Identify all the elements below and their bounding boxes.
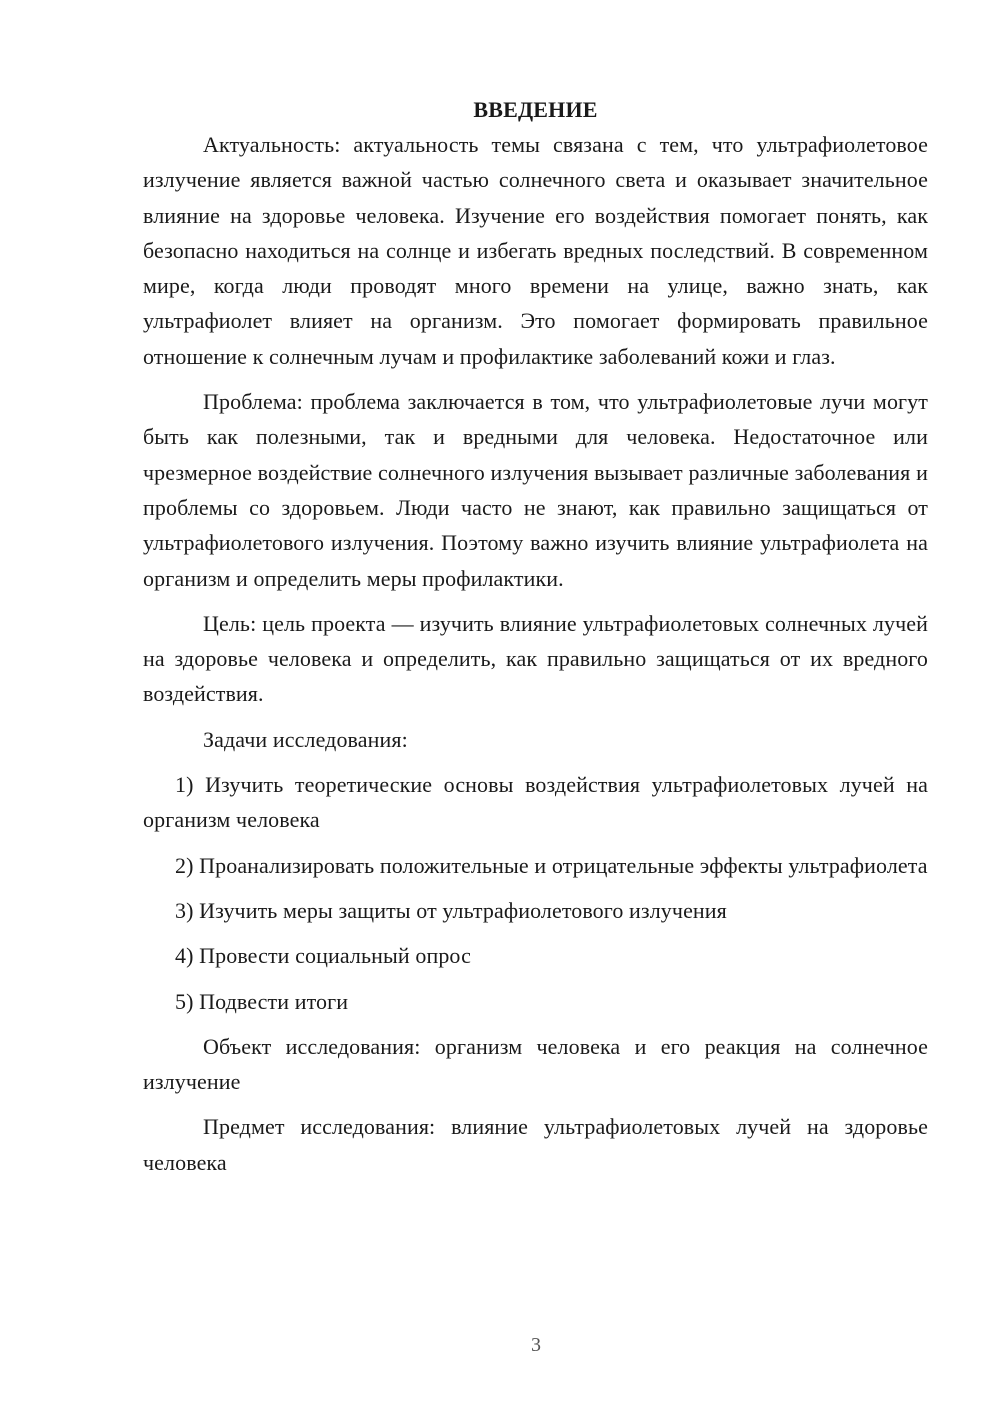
task-item-3: 3) Изучить меры защиты от ультрафиолетового излучения bbox=[175, 897, 727, 923]
document-page bbox=[143, 92, 928, 1180]
task-item-4: 4) Провести социальный опрос bbox=[175, 943, 471, 969]
relevance-paragraph: Актуальность: актуальность темы связана с тем, что ультрафиолетовое излучение является важной частью солнечного света и оказывает значительное влияние на здоровье человека. Изучение его воздействия помогает понять, как безопасно находиться на солнце и избегать вредных последствий. В современном мире, когда люди проводят много времени на улице, важно знать, как ультрафиолет влияет на организм. Это помогает формировать правильное отношение к солнечным лучам и профилактике заболеваний кожи и глаз. bbox=[143, 132, 928, 369]
problem-paragraph: Проблема: проблема заключается в том, что ультрафиолетовые лучи могут быть как полезными, так и вредными для человека. Недостаточное или чрезмерное воздействие солнечного излучения вызывает различные заболевания и проблемы со здоровьем. Люди часто не знают, как правильно защищаться от ультрафиолетового излучения. Поэтому важно изучить влияние ультрафиолета на организм и определить меры профилактики. bbox=[143, 389, 928, 591]
task-item-1: 1) Изучить теоретические основы воздействия ультрафиолетовых лучей на организм человека bbox=[143, 772, 928, 833]
object-paragraph: Объект исследования: организм человека и его реакция на солнечное излучение bbox=[143, 1033, 928, 1095]
task-item-2: 2) Проанализировать положительные и отрицательные эффекты ультрафиолета bbox=[175, 852, 928, 878]
task-item-5: 5) Подвести итоги bbox=[175, 988, 349, 1014]
tasks-title: Задачи исследования: bbox=[203, 726, 408, 752]
section-heading: ВВЕДЕНИЕ bbox=[473, 97, 598, 122]
subject-paragraph: Предмет исследования: влияние ультрафиолетовых лучей на здоровье человека bbox=[143, 1114, 928, 1175]
page-number: 3 bbox=[531, 1334, 541, 1356]
goal-paragraph: Цель: цель проекта — изучить влияние ультрафиолетовых солнечных лучей на здоровье человека и определить, как правильно защищаться от их вредного воздействия. bbox=[143, 610, 928, 707]
